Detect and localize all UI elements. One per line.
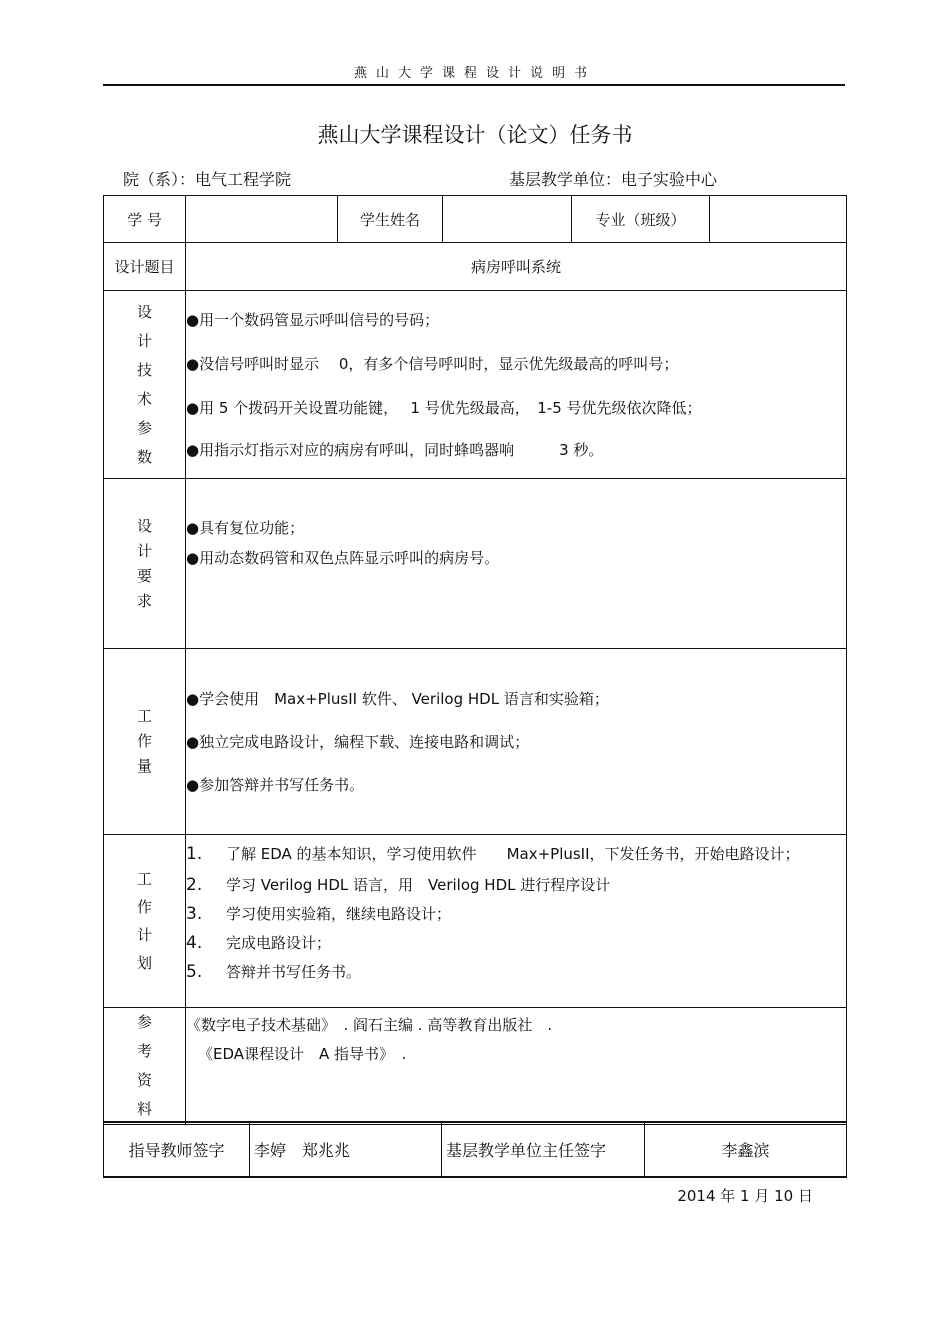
references-label: 参 考 资 料 — [104, 1008, 186, 1125]
document-title: 燕山大学课程设计（论文）任务书 — [317, 123, 633, 147]
tech-param-item: ●用一个数码管显示呼叫信号的号码； — [186, 311, 440, 329]
advisor-signature-field[interactable]: 李婷 郑兆兆 — [250, 1122, 442, 1177]
student-id-label: 学 号 — [104, 196, 186, 243]
unit-head-signature-label: 基层教学单位主任签字 — [442, 1122, 645, 1177]
plan-item: 2. 学习 Verilog HDL 语言，用 Verilog HDL 进行程序设计 — [186, 875, 611, 895]
references-content — [186, 1008, 847, 1125]
major-label: 专业（班级） — [572, 196, 710, 243]
topic-row — [104, 243, 847, 291]
workload-item: ●学会使用 Max+PlusII 软件、 Verilog HDL 语言和实验箱； — [186, 690, 609, 708]
workload-item: ●独立完成电路设计，编程下载、连接电路和调试； — [186, 733, 530, 751]
tech-params-row — [104, 291, 847, 479]
topic-value: 病房呼叫系统 — [186, 243, 847, 291]
work-plan-content — [186, 835, 847, 1008]
references-row — [104, 1008, 847, 1125]
requirements-label: 设 计 要 求 — [104, 479, 186, 649]
student-name-field[interactable] — [443, 196, 572, 243]
requirement-item: ●具有复位功能； — [186, 519, 305, 537]
requirements-row — [104, 479, 847, 649]
tech-param-item: ●用 5 个拨码开关设置功能键， 1 号优先级最高， 1-5 号优先级依次降低； — [186, 399, 702, 417]
document-date: 2014 年 1 月 10 日 — [677, 1187, 813, 1205]
plan-item: 4. 完成电路设计； — [186, 933, 332, 953]
header-rule — [103, 84, 845, 86]
advisor-signature-label: 指导教师签字 — [104, 1122, 250, 1177]
workload-item: ●参加答辩并书写任务书。 — [186, 776, 365, 794]
teaching-unit: 基层教学单位：电子实验中心 — [509, 170, 718, 189]
unit-head-signature-field[interactable]: 李鑫滨 — [645, 1122, 847, 1177]
plan-item: 3. 学习使用实验箱，继续电路设计； — [186, 904, 452, 924]
plan-item: 1. 了解 EDA 的基本知识，学习使用软件 Max+PlusII，下发任务书，开始电路设计； — [186, 844, 800, 864]
major-field[interactable] — [710, 196, 847, 243]
requirements-content — [186, 479, 847, 649]
department: 院（系）：电气工程学院 — [123, 170, 292, 189]
tech-param-item: ●用指示灯指示对应的病房有呼叫，同时蜂鸣器响 3 秒。 — [186, 441, 604, 459]
running-header: 燕山大学课程设计说明书 — [353, 66, 596, 81]
student-name-label: 学生姓名 — [338, 196, 443, 243]
task-table — [103, 195, 847, 1125]
reference-item: 《数字电子技术基础》 . 阎石主编 . 高等教育出版社 . — [186, 1016, 553, 1034]
tech-params-label: 设 计 技 术 参 数 — [104, 291, 186, 479]
workload-label: 工 作 量 — [104, 649, 186, 835]
tech-param-item: ●没信号呼叫时显示 0，有多个信号呼叫时，显示优先级最高的呼叫号； — [186, 355, 679, 373]
signature-table — [103, 1121, 847, 1178]
topic-label: 设计题目 — [104, 243, 186, 291]
workload-row — [104, 649, 847, 835]
plan-item: 5. 答辩并书写任务书。 — [186, 962, 362, 982]
student-id-field[interactable] — [186, 196, 338, 243]
student-info-row — [104, 196, 847, 243]
workload-content — [186, 649, 847, 835]
requirement-item: ●用动态数码管和双色点阵显示呼叫的病房号。 — [186, 549, 500, 567]
work-plan-row — [104, 835, 847, 1008]
tech-params-content — [186, 291, 847, 479]
work-plan-label: 工 作 计 划 — [104, 835, 186, 1008]
reference-item: 《EDA课程设计 A 指导书》 . — [198, 1045, 407, 1063]
